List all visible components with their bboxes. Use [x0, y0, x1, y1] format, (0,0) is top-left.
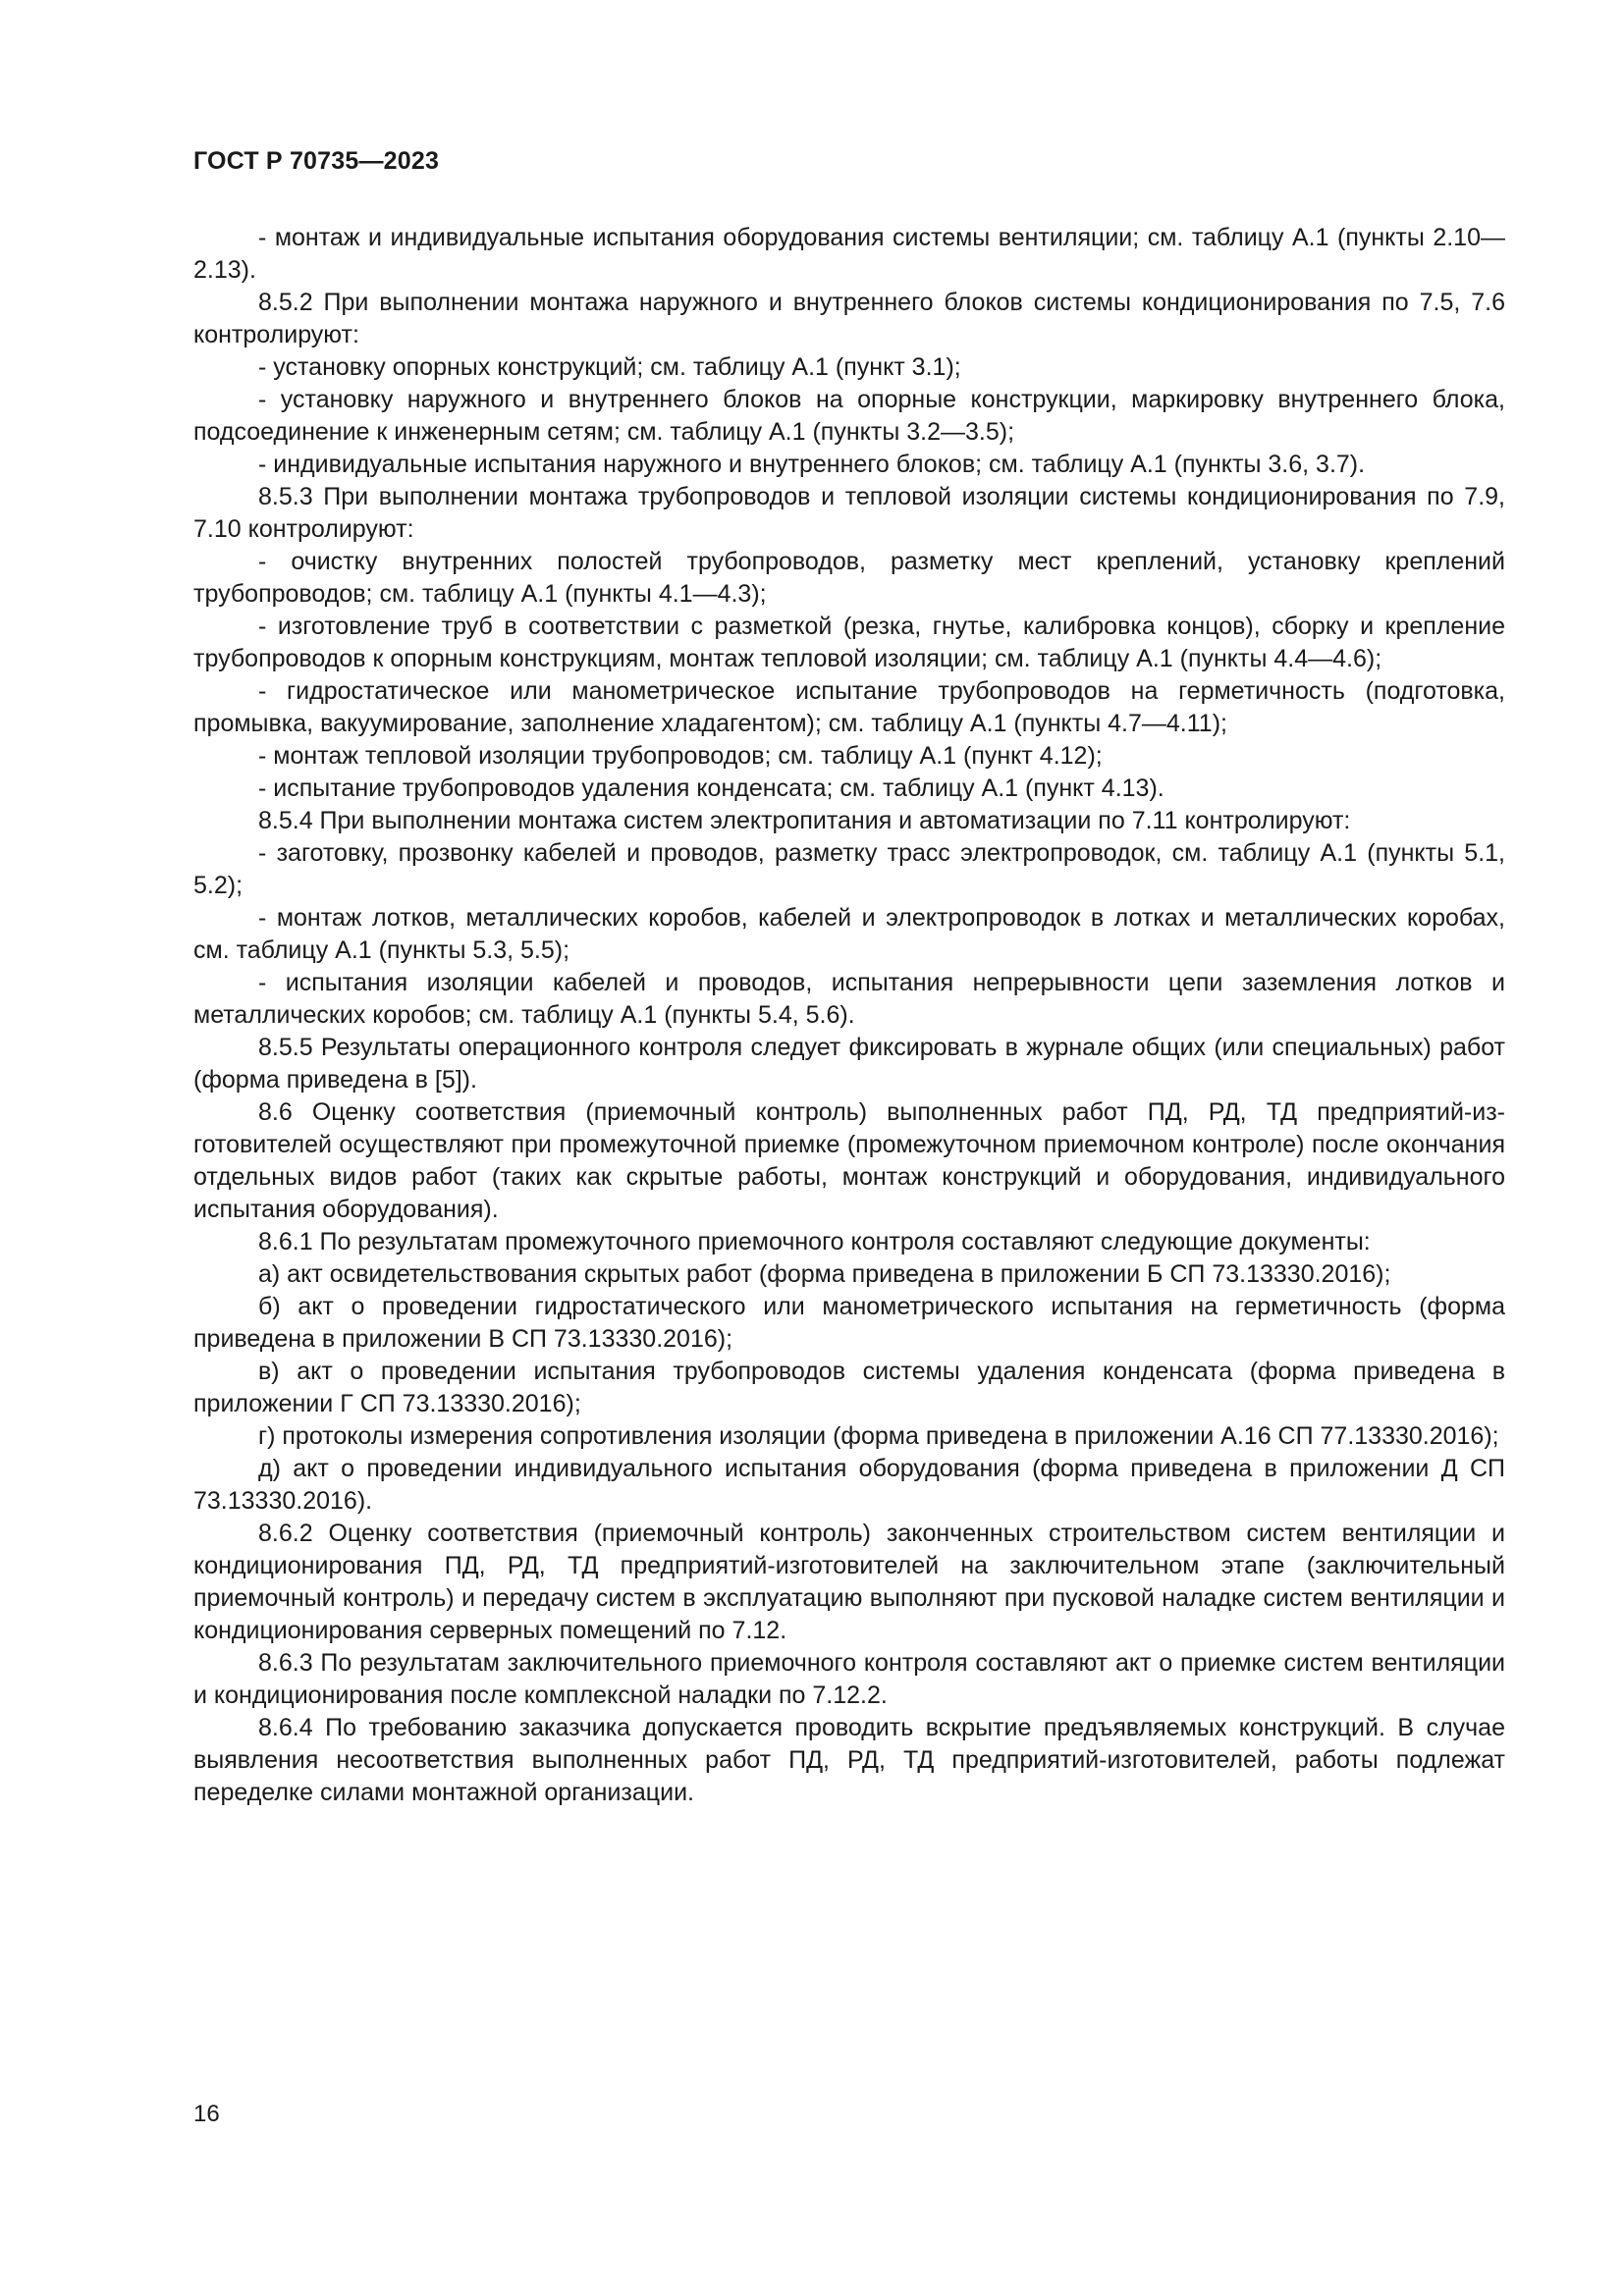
- paragraph: б) акт о проведении гидростатического или манометрического испытания на герметичность (форма приведена в приложении В СП 73.13330.2016);: [193, 1293, 1505, 1353]
- paragraph: 8.5.4 При выполнении монтажа систем электропитания и автоматизации по 7.11 контролируют:: [258, 807, 1351, 834]
- paragraph: - очистку внутренних полостей трубопроводов, разметку мест креплений, установку креплений трубопроводов; см. таблицу А.1 (пункты 4.1—4.3);: [193, 548, 1505, 608]
- paragraph: 8.5.3 При выполнении монтажа трубопроводов и тепловой изоляции системы кондиционирования по 7.9, 7.10 контролируют:: [193, 483, 1505, 543]
- paragraph: - изготовление труб в соответствии с разметкой (резка, гнутье, калибровка концов), сборку и крепление трубопроводов к опорным конструкциям, монтаж тепловой изоляции; см. таблицу А.1 (пункты 4.4—4.6);: [193, 613, 1505, 672]
- paragraph: - индивидуальные испытания наружного и внутреннего блоков; см. таблицу А.1 (пункты 3.6, 3.7).: [258, 451, 1366, 478]
- paragraph: 8.5.5 Результаты операционного контроля следует фиксировать в журнале общих (или специальных) работ (форма приведена в [5]).: [193, 1034, 1505, 1094]
- document-header: ГОСТ Р 70735—2023: [193, 147, 440, 175]
- paragraph: - установку наружного и внутреннего блоков на опорные конструкции, маркировку внутреннего блока, подсоединение к инженерным сетям; см. таблицу А.1 (пункты 3.2—3.5);: [193, 386, 1505, 446]
- paragraph: - монтаж тепловой изоляции трубопроводов; см. таблицу А.1 (пункт 4.12);: [258, 742, 1103, 770]
- paragraph: 8.6.3 По результатам заключительного приемочного контроля составляют акт о приемке систем вентиляции и кондиционирования после комплексной наладки по 7.12.2.: [193, 1649, 1505, 1709]
- paragraph: 8.6.2 Оценку соответствия (приемочный контроль) законченных строительством систем вентиляции и кондиционирования ПД, РД, ТД предприятий-изготовителей на заключительном этапе (заключительный приемочный контроль) и передачу систем в эксплуатацию выполняют при пусковой наладке систем вентиляции и кондиционирования серверных помещений по 7.12.: [193, 1520, 1505, 1644]
- paragraph: - испытание трубопроводов удаления конденсата; см. таблицу А.1 (пункт 4.13).: [258, 774, 1164, 802]
- paragraph: г) протоколы измерения сопротивления изоляции (форма приведена в приложении А.16 СП 77.13330.2016);: [258, 1422, 1499, 1450]
- paragraph: - заготовку, прозвонку кабелей и проводов, разметку трасс электропроводок, см. таблицу А.1 (пункты 5.1, 5.2);: [193, 839, 1505, 899]
- paragraph: - гидростатическое или манометрическое испытание трубопроводов на герметичность (подготовка, промывка, вакуумирование, заполнение хладагентом); см. таблицу А.1 (пункты 4.7—4.11);: [193, 677, 1505, 737]
- paragraph: 8.5.2 При выполнении монтажа наружного и внутреннего блоков системы кондиционирования по 7.5, 7.6 контролируют:: [193, 289, 1505, 348]
- paragraph: - монтаж и индивидуальные испытания оборудования системы вентиляции; см. таблицу А.1 (пункты 2.10—2.13).: [193, 224, 1505, 284]
- paragraph: - испытания изоляции кабелей и проводов, испытания непрерывности цепи заземления лотков и металлических коробов; см. таблицу А.1 (пункты 5.4, 5.6).: [193, 969, 1505, 1029]
- paragraph: д) акт о проведении индивидуального испытания оборудования (форма приведена в приложении Д СП 73.13330.2016).: [193, 1455, 1505, 1515]
- paragraph: - установку опорных конструкций; см. таблицу А.1 (пункт 3.1);: [258, 353, 961, 381]
- paragraph: а) акт освидетельствования скрытых работ (форма приведена в приложении Б СП 73.13330.2016);: [258, 1260, 1391, 1288]
- paragraph: 8.6.4 По требованию заказчика допускается проводить вскрытие предъявляемых конструкций. В случае выявления несоответствия выполненных работ ПД, РД, ТД предприятий-изготовителей, работы подлежат переделке силами монтажной организации.: [193, 1714, 1505, 1806]
- paragraph: 8.6 Оценку соответствия (приемочный контроль) выполненных работ ПД, РД, ТД предприятий-изготовителей осуществляют при промежуточной приемке (промежуточном приемочном контроле) после окончания отдельных видов работ (таких как скрытые работы, монтаж конструкций и оборудования, индивидуального испытания оборудования).: [193, 1098, 1505, 1223]
- paragraph: в) акт о проведении испытания трубопроводов системы удаления конденсата (форма приведена в приложении Г СП 73.13330.2016);: [193, 1358, 1505, 1417]
- page-number: 16: [193, 2101, 220, 2127]
- paragraph: 8.6.1 По результатам промежуточного приемочного контроля составляют следующие документы:: [258, 1228, 1371, 1255]
- paragraph: - монтаж лотков, металлических коробов, кабелей и электропроводок в лотках и металлических коробах, см. таблицу А.1 (пункты 5.3, 5.5);: [193, 904, 1505, 964]
- document-body: [193, 222, 1505, 1809]
